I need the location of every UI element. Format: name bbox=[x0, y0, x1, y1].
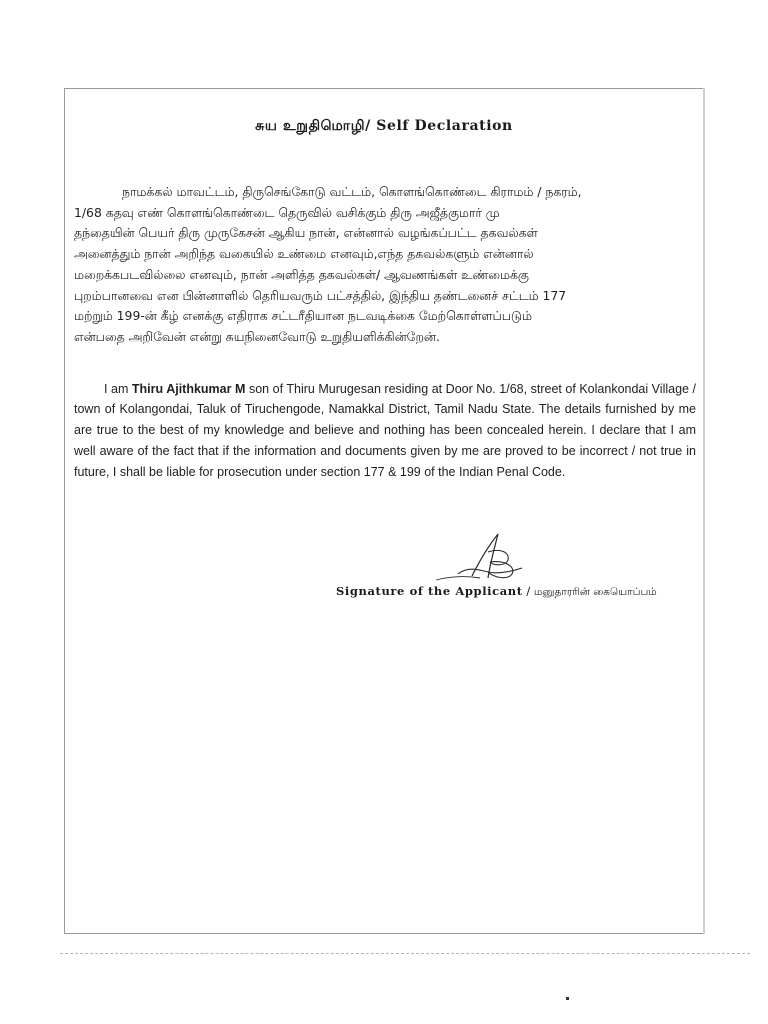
tamil-line-6: புறம்பானவை என பின்னாளில் தெரியவரும் பட்சத்தில், இந்திய தண்டனைச் சட்டம் 177 bbox=[74, 287, 567, 303]
tamil-line-4: அனைத்தும் நான் அறிந்த வகையில் உண்மை எனவும்,எந்த தகவல்களும் என்னால் bbox=[74, 246, 534, 262]
signature-separator: / bbox=[522, 584, 534, 598]
signature-caption bbox=[336, 584, 696, 599]
tamil-line-1: நாமக்கல் மாவட்டம், திருசெங்கோடு வட்டம், கொளங்கொண்டை கிராமம் / நகரம், bbox=[122, 184, 582, 199]
page-edge-shadow bbox=[703, 88, 705, 934]
applicant-name: Thiru Ajithkumar M bbox=[131, 381, 246, 396]
tamil-line-8: என்பதை அறிவேன் என்று சுயநினைவோடு உறுதியளிக்கின்றேன். bbox=[74, 328, 440, 344]
document-title: சுய உறுதிமொழி/ Self Declaration bbox=[255, 118, 513, 134]
english-declaration bbox=[74, 379, 696, 483]
tamil-declaration bbox=[74, 182, 694, 348]
tamil-line-3: தந்தையின் பெயர் திரு முருகேசன் ஆகிய நான், என்னால் வழங்கப்பட்ட தகவல்கள் bbox=[74, 225, 538, 241]
declaration-body: son of Thiru Murugesan residing at Door No. 1/68, street of Kolankondai Village / town of Kolangondai, Taluk of Tiruchengode, Namakkal District, Tamil Nadu State. The details furnished by me are true to the best of my knowledge and believe and nothing has been concealed herein. I declare that I am well aware of the fact that if the information and documents given by me are proved to be incorrect / not true in future, I shall be liable for prosecution under section 177 & 199 of the Indian Penal Code. bbox=[74, 381, 696, 479]
signature-caption-english: Signature of the Applicant bbox=[336, 584, 523, 598]
tamil-line-5: மறைக்கபடவில்லை எனவும், நான் அளித்த தகவல்கள்/ ஆவணங்கள் உண்மைக்கு bbox=[74, 266, 529, 282]
tamil-line-2: 1/68 கதவு எண் கொளங்கொண்டை தெருவில் வசிக்கும் திரு அஜீத்குமார் மு bbox=[74, 204, 500, 220]
tamil-line-7: மற்றும் 199-ன் கீழ் எனக்கு எதிராக சட்டரீதியான நடவடிக்கை மேற்கொள்ளப்படும் bbox=[74, 308, 532, 324]
handwritten-signature bbox=[428, 526, 528, 588]
signature-caption-tamil: மனுதாரரின் கையொப்பம் bbox=[533, 586, 657, 598]
bottom-divider bbox=[60, 953, 750, 954]
scan-speck bbox=[566, 997, 569, 1000]
declaration-prefix: I am bbox=[104, 381, 132, 396]
